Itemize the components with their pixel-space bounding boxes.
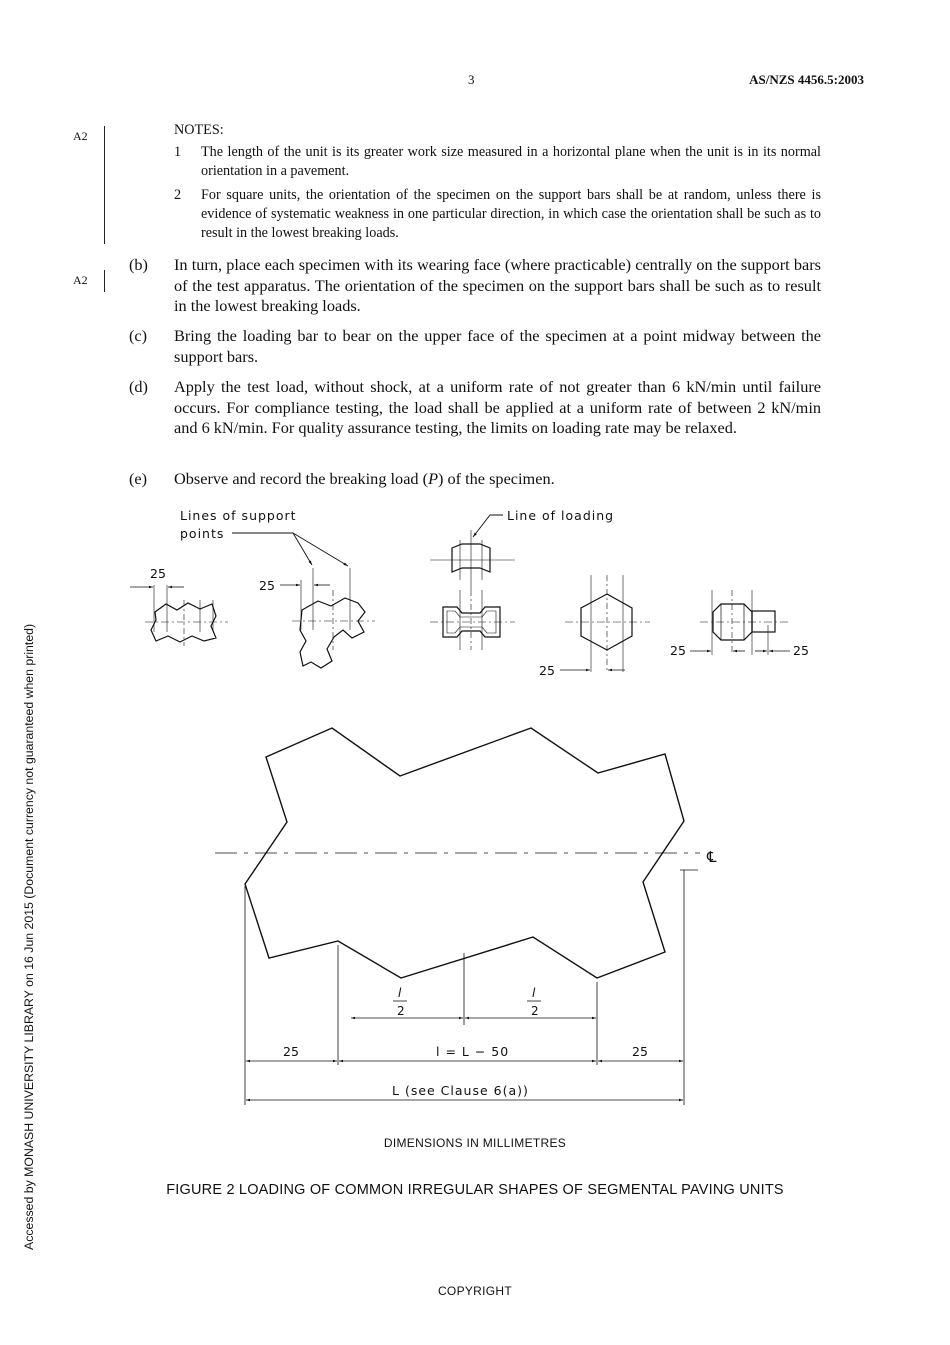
step-label: (c): [129, 326, 148, 345]
amendment-mark: A2: [73, 129, 88, 143]
figure-caption: FIGURE 2 LOADING OF COMMON IRREGULAR SHAPES OF SEGMENTAL PAVING UNITS: [166, 1182, 784, 1198]
amendment-mark: A2: [73, 273, 88, 287]
loading-leader: [473, 515, 503, 537]
half-l-numerator: l: [398, 986, 402, 1000]
standard-code: AS/NZS 4456.5:2003: [749, 72, 864, 87]
shape-zigzag-large: [215, 728, 717, 1105]
support-leader: [293, 533, 348, 566]
page-number: 3: [468, 72, 475, 87]
shape-hexagon: [539, 575, 650, 678]
shape-dogbone-plan: [430, 590, 515, 650]
copyright-footer: COPYRIGHT: [437, 1284, 513, 1298]
note-text: For square units, the orientation of the specimen on the support bars shall be at random, unless there is evidence of systematic weakness in one particular direction, in which case the orientation shall be such as to result in the lowest breaking loads.: [201, 187, 821, 241]
access-watermark: Accessed by MONASH UNIVERSITY LIBRARY on 16 Jun 2015 (Document currency not guaranteed when printed): [22, 623, 36, 1250]
step-text-post: ) of the specimen.: [438, 469, 555, 488]
dim-25: 25: [539, 663, 555, 678]
shape-zigzag-small: [130, 566, 228, 646]
step-label: (d): [129, 377, 148, 396]
step-text-pre: Observe and record the breaking load (: [174, 469, 429, 488]
dim-25: 25: [793, 643, 809, 658]
step-text: Bring the loading bar to bear on the upper face of the specimen at a point midway between the support bars.: [174, 326, 821, 366]
half-l-denominator: 2: [531, 1004, 539, 1018]
shape-octagon-tab: [670, 590, 809, 658]
dim-L-text: L (see Clause 6(a)): [392, 1083, 529, 1098]
shape-cross-zigzag: [259, 568, 375, 668]
note-text: The length of the unit is its greater work size measured in a horizontal plane when the unit is in its normal orientation in a pavement.: [201, 144, 821, 179]
dim-l-formula: l = L − 50: [436, 1044, 510, 1059]
step-label: (b): [129, 255, 148, 274]
half-l-numerator: l: [532, 986, 536, 1000]
dim-25: 25: [259, 578, 275, 593]
dimensions-caption: DIMENSIONS IN MILLIMETRES: [383, 1136, 567, 1150]
support-leader: [232, 533, 312, 565]
dim-25: 25: [283, 1044, 299, 1059]
note-number: 1: [174, 144, 182, 160]
notes-heading: NOTES:: [174, 122, 224, 138]
variable-p: P: [428, 469, 439, 488]
loading-label: Line of loading: [507, 508, 615, 523]
dim-25: 25: [670, 643, 686, 658]
note-number: 2: [174, 187, 182, 203]
dim-25: 25: [150, 566, 166, 581]
dim-25: 25: [632, 1044, 648, 1059]
half-l-denominator: 2: [397, 1004, 405, 1018]
step-label: (e): [129, 469, 148, 488]
step-text: Apply the test load, without shock, at a uniform rate of not greater than 6 kN/min until failure occurs. For compliance testing, the load shall be applied at a uniform rate of between 2 kN/min and 6 kN/min. For quality assurance testing, the limits on loading rate may be relaxed.: [174, 377, 821, 438]
shape-dogbone-side: [430, 530, 515, 590]
support-label-line1: Lines of support: [180, 508, 297, 523]
support-label-line2: points: [180, 526, 225, 541]
step-text: In turn, place each specimen with its wearing face (where practicable) centrally on the support bars of the test apparatus. The orientation of the specimen on the support bars shall be such as to result in the lowest breaking loads.: [174, 255, 821, 316]
centerline-symbol: ℄: [707, 848, 717, 866]
